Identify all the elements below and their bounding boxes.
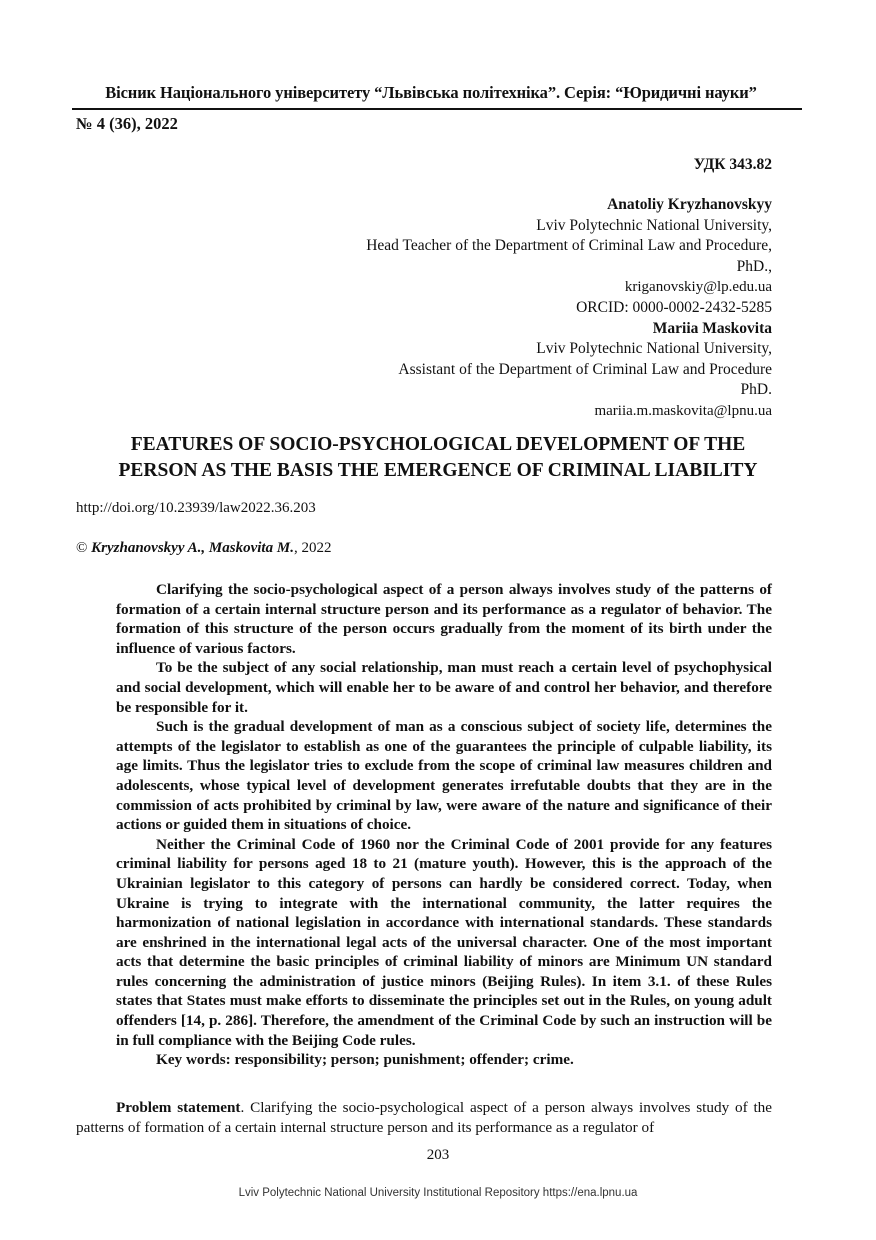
- copyright-line: [76, 540, 331, 557]
- author-position: Head Teacher of the Department of Criminal Law and Procedure,: [366, 237, 772, 255]
- body-text: [76, 1098, 772, 1137]
- abstract-paragraph: Clarifying the socio-psychological aspect of a person always involves study of the patterns of formation of a certain internal structure person and its performance as a regulator of behavior. The formation of this structure of the person occurs gradually from the moment of its birth under the influence of various factors.: [116, 581, 772, 657]
- author-position: Assistant of the Department of Criminal Law and Procedure: [398, 360, 772, 378]
- problem-statement-label: Problem statement: [116, 1099, 241, 1116]
- author-name: Mariia Maskovita: [652, 319, 772, 337]
- journal-title: Вісник Національного університету “Львівська політехніка”. Серія: “Юридичні науки”: [105, 83, 757, 102]
- repository-footer: Lviv Polytechnic National University Institutional Repository https://ena.lpnu.ua: [238, 1187, 638, 1199]
- page-number: 203: [426, 1147, 450, 1163]
- header-divider: [72, 108, 802, 110]
- author-email[interactable]: mariia.m.maskovita@lpnu.ua: [594, 402, 772, 419]
- author-orcid: ORCID: 0000-0002-2432-5285: [576, 298, 772, 316]
- author-affiliation: Lviv Polytechnic National University,: [536, 216, 772, 234]
- copyright-year: , 2022: [293, 540, 332, 556]
- author-degree: PhD.,: [736, 257, 772, 275]
- keywords: Key words: responsibility; person; punishment; offender; crime.: [156, 1051, 574, 1069]
- paper-title-line: FEATURES OF SOCIO-PSYCHOLOGICAL DEVELOPMENT OF THE: [130, 434, 746, 455]
- author-affiliation: Lviv Polytechnic National University,: [536, 340, 772, 358]
- author-email[interactable]: kriganovskiy@lp.edu.ua: [624, 279, 772, 296]
- udc-code: УДК 343.82: [693, 156, 772, 173]
- paper-title: [60, 432, 816, 484]
- issue-number: № 4 (36), 2022: [76, 114, 178, 133]
- abstract-paragraph: Neither the Criminal Code of 1960 nor the Criminal Code of 2001 provide for any features criminal liability for persons aged 18 to 21 (mature youth). However, this is the approach of the Ukrainian legislator to this category of persons can hardly be considered correct. Today, when Ukraine is trying to integrate with the international community, the latter requires the harmonization of national legislation in accordance with international standards. These standards are enshrined in the international legal acts of the universal character. One of the most important acts that determine the basic principles of criminal liability of minors are Minimum UN standard rules concerning the administration of justice minors (Beijing Rules). In item 3.1. of these Rules states that States must make efforts to disseminate the principles set out in the Rules, on young adult offenders [14, p. 286]. Therefore, the amendment of the Criminal Code by such an instruction will be in full compliance with the Beijing Code rules.: [116, 835, 772, 1049]
- author-degree: PhD.: [740, 381, 772, 399]
- paper-title-line: PERSON AS THE BASIS THE EMERGENCE OF CRIMINAL LIABILITY: [118, 460, 758, 481]
- abstract-paragraph: Such is the gradual development of man as a conscious subject of society life, determines the attempts of the legislator to establish as one of the guarantees the principle of culpable liability, its age limits. Thus the legislator tries to exclude from the scope of criminal law measures children and adolescents, whose typical level of development generates irrefutable doubts that they are in the commission of acts prohibited by criminal by law, were aware of the nature and significance of their actions or guided them in situations of choice.: [116, 718, 772, 834]
- abstract-paragraph: To be the subject of any social relationship, man must reach a certain level of psychophysical and social development, which will enable her to be aware of and control her behavior, and therefore be responsible for it.: [116, 659, 772, 716]
- copyright-symbol: ©: [76, 540, 92, 556]
- abstract: [116, 580, 772, 1070]
- copyright-authors: Kryzhanovskyy A., Maskovita M.: [91, 540, 294, 556]
- author-block: [366, 195, 772, 422]
- problem-statement-text: . Clarifying the socio-psychological aspect of a person always involves study of the patterns of formation of a certain internal structure person and its performance as a regulator of: [76, 1099, 772, 1136]
- doi-link[interactable]: http://doi.org/10.23939/law2022.36.203: [76, 500, 316, 516]
- problem-statement-paragraph: [76, 1098, 772, 1137]
- author-name: Anatoliy Kryzhanovskyy: [607, 196, 772, 213]
